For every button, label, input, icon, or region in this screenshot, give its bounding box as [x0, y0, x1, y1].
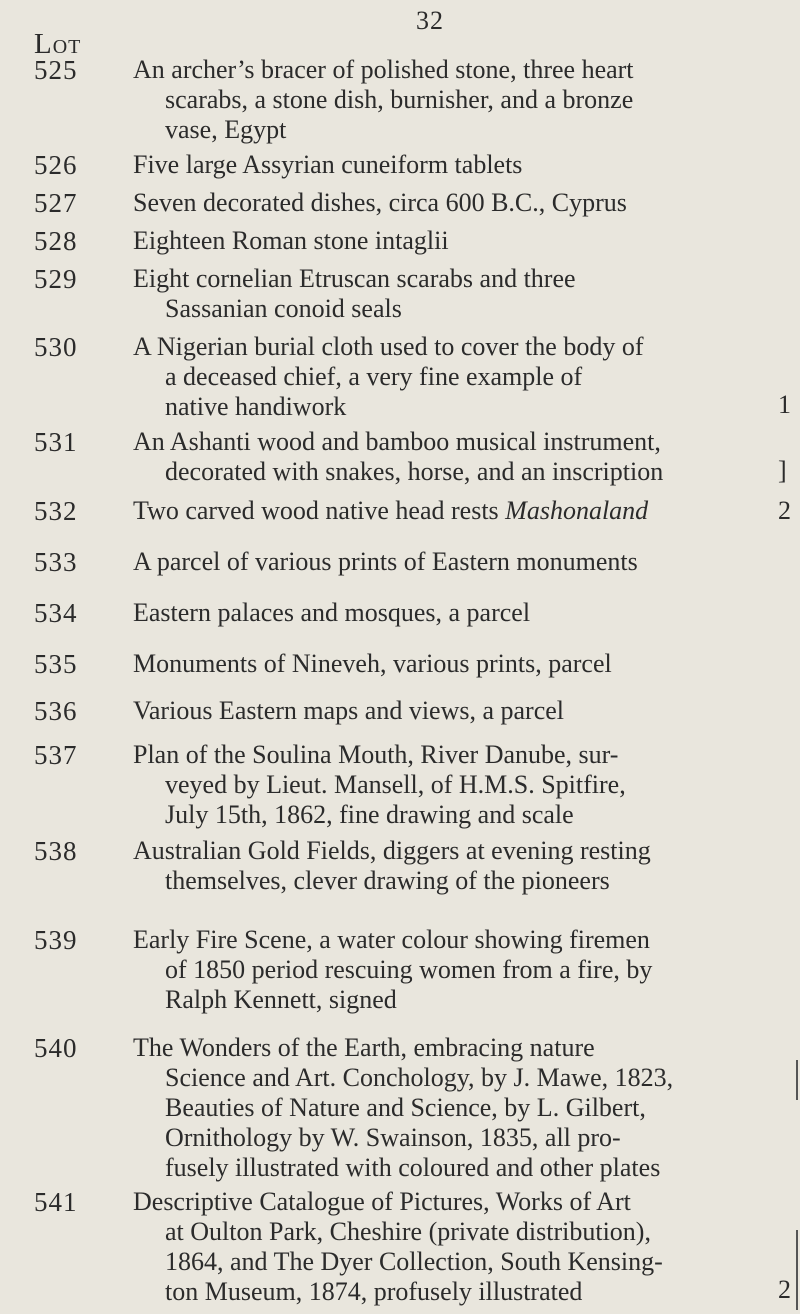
desc-line: themselves, clever drawing of the pioneers	[165, 866, 610, 895]
lot-description	[133, 598, 773, 628]
margin-quantity: 2	[778, 496, 791, 525]
lot-description	[133, 188, 773, 218]
lot-number: 534	[34, 598, 78, 628]
desc-line: Plan of the Soulina Mouth, River Danube, sur-	[133, 740, 619, 769]
desc-line: July 15th, 1862, fine drawing and scale	[165, 800, 574, 829]
desc-line: scarabs, a stone dish, burnisher, and a bronze	[165, 85, 634, 114]
lot-column-header: Lot	[34, 28, 82, 60]
desc-line: of 1850 period rescuing women from a fire, by	[165, 955, 653, 984]
desc-line	[133, 496, 773, 526]
lot-description	[133, 264, 773, 324]
desc-line: Eight cornelian Etruscan scarabs and three	[133, 264, 576, 293]
lot-number: 527	[34, 188, 78, 218]
lot-number: 539	[34, 925, 78, 955]
lot-number: 537	[34, 740, 78, 770]
lot-description	[133, 332, 773, 422]
lot-number: 541	[34, 1187, 78, 1217]
desc-line: An Ashanti wood and bamboo musical instrument,	[133, 427, 661, 456]
lot-description	[133, 547, 773, 577]
desc-line: A parcel of various prints of Eastern monuments	[133, 547, 638, 576]
desc-line: fusely illustrated with coloured and other plates	[165, 1153, 661, 1182]
desc-line: Various Eastern maps and views, a parcel	[133, 696, 565, 725]
desc-line: Seven decorated dishes, circa 600 B.C., Cyprus	[133, 188, 627, 217]
desc-line: veyed by Lieut. Mansell, of H.M.S. Spitfire,	[165, 770, 626, 799]
desc-line: Five large Assyrian cuneiform tablets	[133, 150, 523, 179]
lot-number: 531	[34, 427, 78, 457]
margin-quantity: 2	[778, 1275, 791, 1304]
desc-line: The Wonders of the Earth, embracing nature	[133, 1033, 595, 1062]
lot-number: 526	[34, 150, 78, 180]
lot-number: 525	[34, 55, 78, 85]
lot-description	[133, 1033, 773, 1183]
margin-quantity: ]	[778, 456, 787, 485]
desc-line: vase, Egypt	[165, 115, 287, 144]
desc-line: An archer’s bracer of polished stone, three heart	[133, 55, 634, 84]
lot-description	[133, 649, 773, 679]
margin-quantity: 1	[778, 390, 791, 419]
desc-line: at Oulton Park, Cheshire (private distribution),	[165, 1217, 651, 1246]
lot-description	[133, 1187, 773, 1307]
lot-description	[133, 150, 773, 180]
desc-line: Eighteen Roman stone intaglii	[133, 226, 449, 255]
desc-line: Ornithology by W. Swainson, 1835, all pro-	[165, 1123, 621, 1152]
desc-line: ton Museum, 1874, profusely illustrated	[165, 1277, 583, 1306]
desc-line: Ralph Kennett, signed	[165, 985, 397, 1014]
place-name: Mashonaland	[505, 496, 649, 525]
desc-line: Early Fire Scene, a water colour showing firemen	[133, 925, 650, 954]
desc-line: Australian Gold Fields, diggers at evening resting	[133, 836, 651, 865]
lot-description	[133, 740, 773, 830]
desc-line: Beauties of Nature and Science, by L. Gilbert,	[165, 1093, 646, 1122]
desc-line: decorated with snakes, horse, and an inscription	[165, 457, 664, 486]
lot-number: 528	[34, 226, 78, 256]
lot-number: 540	[34, 1033, 78, 1063]
lot-number: 536	[34, 696, 78, 726]
lot-number: 535	[34, 649, 78, 679]
desc-line: Eastern palaces and mosques, a parcel	[133, 598, 531, 627]
lot-number: 533	[34, 547, 78, 577]
desc-line: Sassanian conoid seals	[165, 294, 402, 323]
lot-number: 529	[34, 264, 78, 294]
page-edge-mark	[796, 1060, 798, 1100]
lot-description	[133, 836, 773, 896]
desc-line: Descriptive Catalogue of Pictures, Works of Art	[133, 1187, 631, 1216]
lot-description	[133, 55, 773, 145]
desc-line: A Nigerian burial cloth used to cover the body of	[133, 332, 644, 361]
desc-line: Monuments of Nineveh, various prints, parcel	[133, 649, 612, 678]
page-edge-mark	[796, 1230, 798, 1310]
lot-description	[133, 925, 773, 1015]
lot-description	[133, 496, 773, 526]
lot-description	[133, 696, 773, 726]
desc-line: Science and Art. Conchology, by J. Mawe, 1823,	[165, 1063, 674, 1092]
lot-number: 532	[34, 496, 78, 526]
lot-description	[133, 226, 773, 256]
desc-line: 1864, and The Dyer Collection, South Kensing-	[165, 1247, 663, 1276]
page-number: 32	[416, 6, 444, 35]
lot-number: 538	[34, 836, 78, 866]
lot-number: 530	[34, 332, 78, 362]
lot-description	[133, 427, 773, 487]
desc-line: a deceased chief, a very fine example of	[165, 362, 583, 391]
desc-line: native handiwork	[165, 392, 347, 421]
desc-text: Two carved wood native head rests	[133, 496, 499, 525]
